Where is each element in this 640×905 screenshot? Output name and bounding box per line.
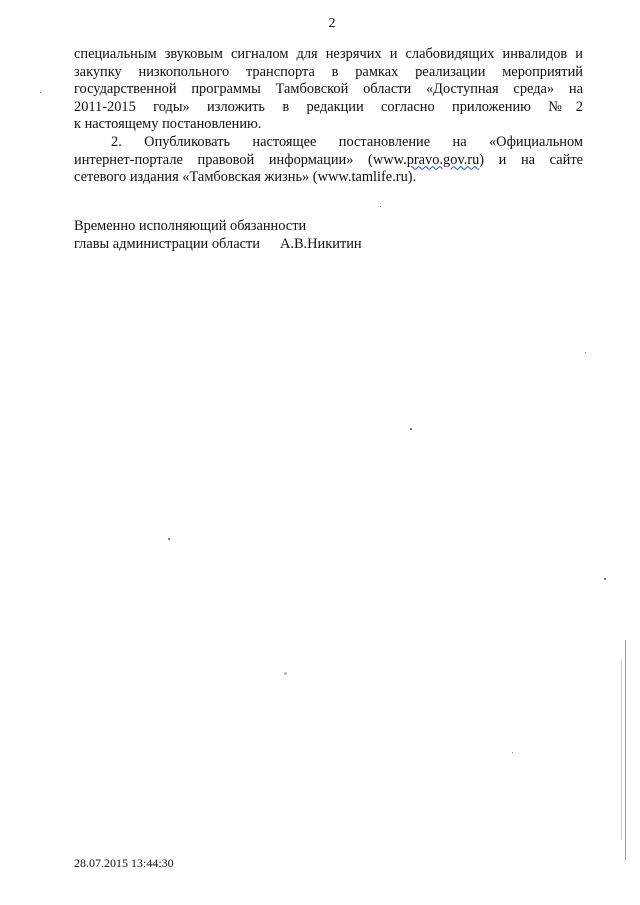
paragraph-1-line-2: закупку низкопольного транспорта в рамках реализации мероприятий: [74, 63, 583, 80]
scan-speck: [284, 672, 287, 675]
paragraph-1-line-1: специальным звуковым сигналом для незрячих и слабовидящих инвалидов и: [74, 46, 583, 62]
body-text: [74, 46, 583, 187]
paragraph-1-line-3: государственной программы Тамбовской области «Доступная среда» на: [74, 81, 583, 98]
scan-speck: [512, 752, 513, 753]
scan-speck: [40, 92, 41, 93]
paragraph-2-line-3: сетевого издания «Тамбовская жизнь» (www.tamlife.ru).: [74, 169, 417, 186]
paragraph-2-line-1: 2. Опубликовать настоящее постановление на «Официальном: [111, 133, 583, 150]
paragraph-2: [74, 134, 583, 187]
paragraph-1-line-4: 2011-2015 годы» изложить в редакции согласно приложению №2: [74, 98, 583, 115]
signature-title-line-2: [74, 236, 362, 254]
scan-edge-line: [625, 640, 626, 860]
scan-speck: [585, 352, 586, 353]
signature-block: [74, 218, 362, 253]
scan-speck: [168, 538, 170, 540]
scan-edge-line: [621, 660, 622, 840]
paragraph-1: [74, 46, 583, 134]
timestamp: 28.07.2015 13:44:30: [74, 856, 174, 870]
scan-speck: [410, 428, 412, 430]
signatory-name: А.В.Никитин: [279, 235, 362, 252]
signature-title-line-2-text: главы администрации области: [74, 235, 260, 252]
signature-title-line-1: Временно исполняющий обязанности: [74, 218, 307, 234]
paragraph-2-line-2-start: интернет-портале правовой информации» (www.: [74, 151, 407, 168]
page-number: 2: [328, 16, 336, 31]
scan-speck: [604, 578, 606, 580]
scan-speck: [380, 206, 381, 207]
paragraph-2-line-2-end: ) и на сайте: [479, 151, 583, 168]
pravo-url-link[interactable]: pravo.gov.ru: [406, 151, 480, 168]
paragraph-2-line-2: [74, 152, 583, 170]
paragraph-1-line-5: к настоящему постановлению.: [74, 116, 262, 133]
